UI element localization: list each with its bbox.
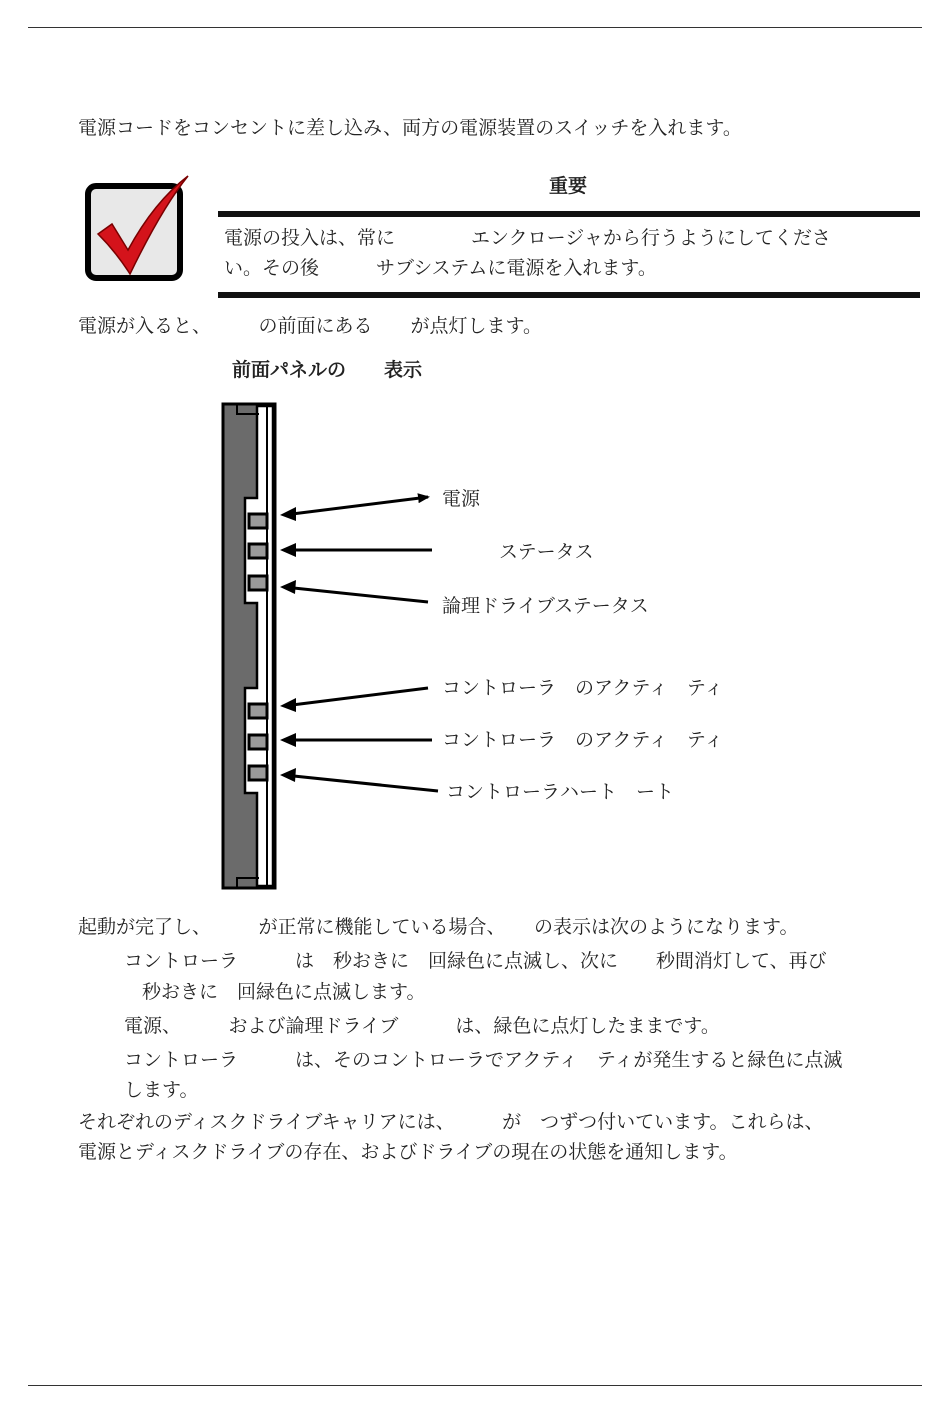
important-text-line1: 電源の投入は、常に エンクロージャから行うようにしてくださ — [224, 227, 831, 249]
label-power: 電源 — [442, 488, 481, 510]
label-controller-activity-2: コントローラ のアクティ ティ — [442, 729, 724, 751]
boot-item-1-line2: 秒おきに 回緑色に点滅します。 — [142, 981, 426, 1003]
boot-item-1-line1: コントローラ は 秒おきに 回緑色に点滅し、次に 秒間消灯して、再び — [124, 950, 827, 972]
figure-caption: 前面パネルの 表示 — [232, 359, 423, 381]
carrier-paragraph-line1: それぞれのディスクドライブキャリアには、 が つずつ付いています。これらは、 — [78, 1111, 824, 1133]
footer-rule — [28, 1385, 922, 1386]
important-text-line2: い。その後 サブシステムに電源を入れます。 — [224, 257, 657, 279]
checkmark-icon — [84, 172, 194, 282]
label-controller-heartbeat: コントローラハート ート — [446, 781, 675, 803]
boot-paragraph: 起動が完了し、 が正常に機能している場合、 の表示は次のようになります。 — [78, 916, 799, 938]
callout-arrows — [270, 480, 450, 800]
header-rule — [28, 27, 922, 28]
power-on-paragraph: 電源が入ると、 の前面にある が点灯します。 — [78, 315, 542, 337]
important-top-bar — [218, 211, 920, 217]
boot-item-3-line2: します。 — [124, 1079, 199, 1101]
important-title: 重要 — [549, 175, 588, 197]
label-status: ステータス — [442, 541, 594, 563]
label-logical-drive-status: 論理ドライブステータス — [442, 595, 649, 617]
label-controller-activity-1: コントローラ のアクティ ティ — [442, 677, 724, 699]
intro-paragraph: 電源コードをコンセントに差し込み、両方の電源装置のスイッチを入れます。 — [78, 117, 742, 139]
boot-item-2: 電源、 および論理ドライブ は、緑色に点灯したままです。 — [124, 1015, 720, 1037]
important-bottom-bar — [218, 292, 920, 298]
boot-item-3-line1: コントローラ は、そのコントローラでアクティ ティが発生すると緑色に点滅 — [124, 1049, 843, 1071]
carrier-paragraph-line2: 電源とディスクドライブの存在、およびドライブの現在の状態を通知します。 — [78, 1141, 738, 1163]
